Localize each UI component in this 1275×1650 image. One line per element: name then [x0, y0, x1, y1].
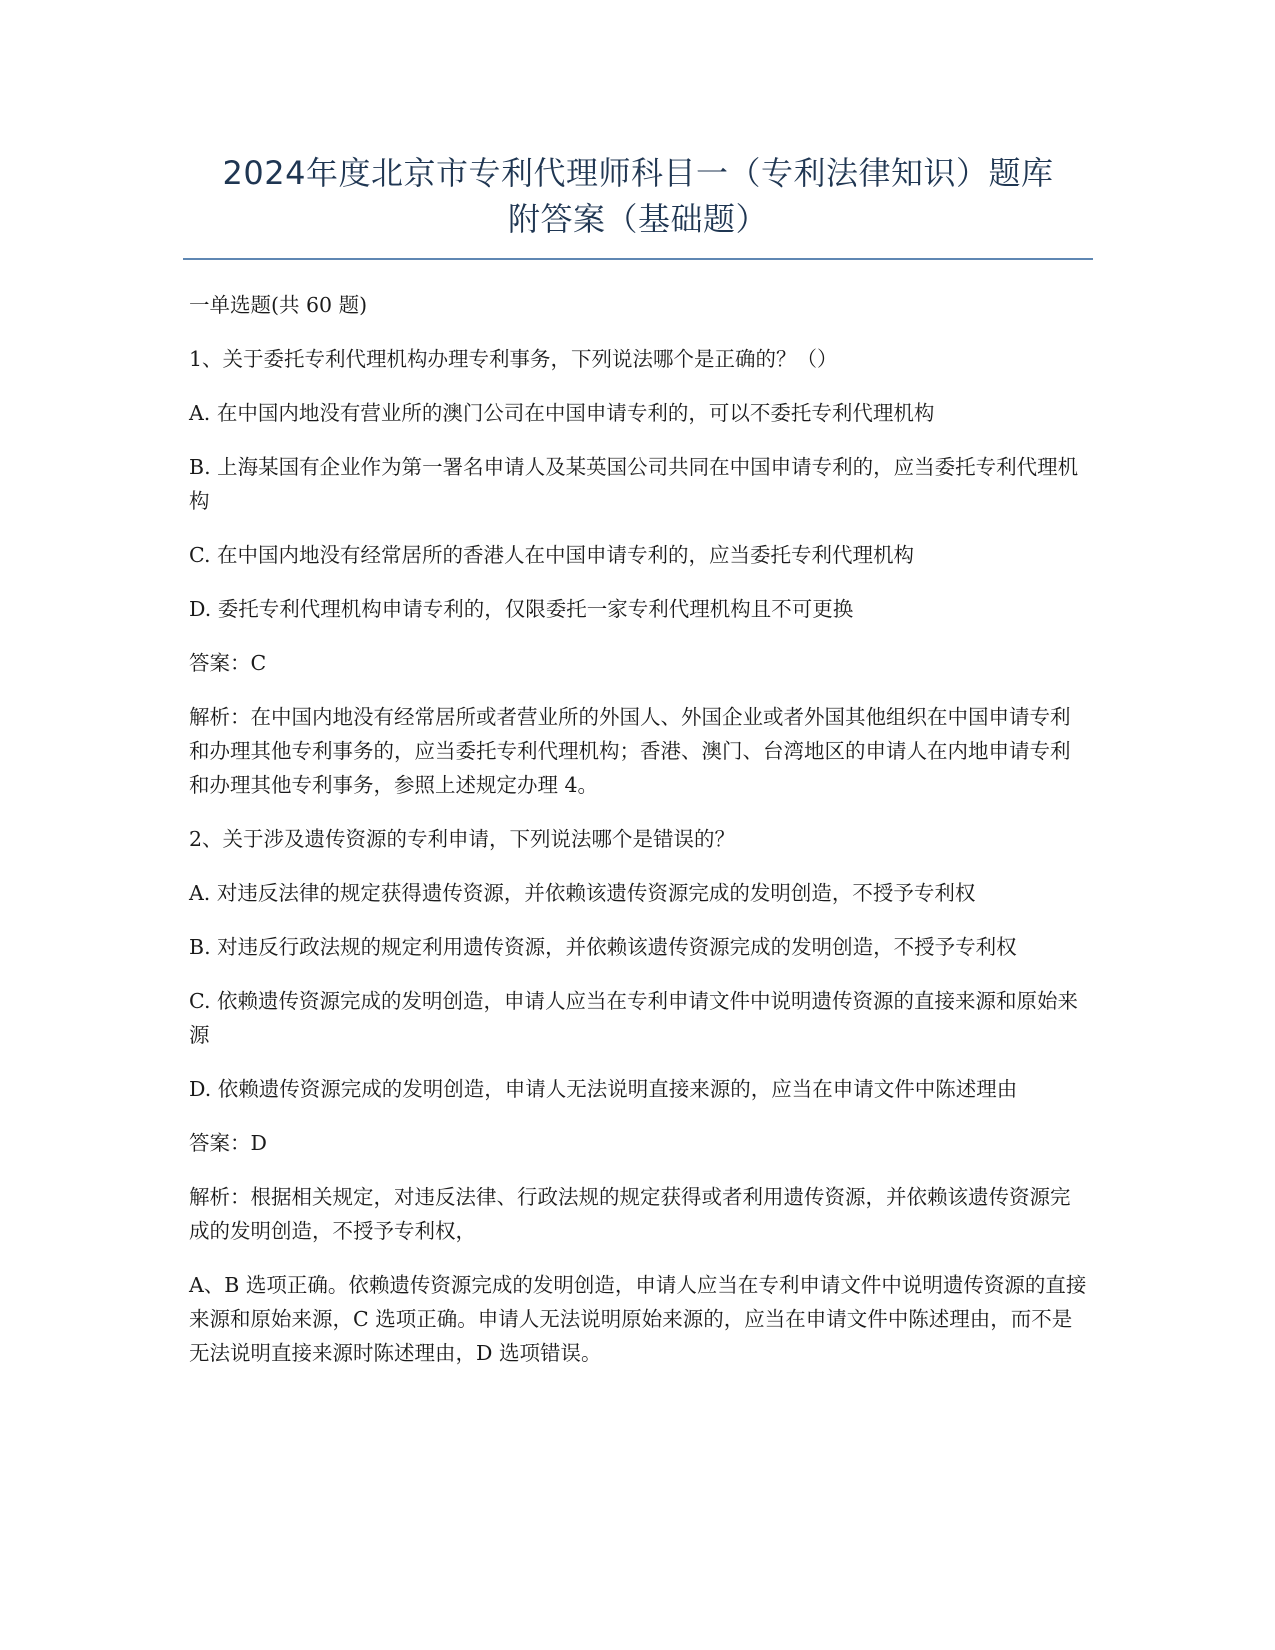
title-underline-divider: [183, 258, 1093, 260]
title-line-2: 附答案（基础题）: [507, 200, 768, 238]
option-d: D. 依赖遗传资源完成的发明创造，申请人无法说明直接来源的，应当在申请文件中陈述理由: [189, 1077, 1018, 1101]
option-a: A. 在中国内地没有营业所的澳门公司在中国申请专利的，可以不委托专利代理机构: [189, 401, 935, 425]
option-b: B. 对违反行政法规的规定利用遗传资源，并依赖该遗传资源完成的发明创造，不授予专利权: [189, 935, 1017, 959]
answer: 答案：D: [189, 1131, 267, 1155]
section-heading: 一单选题(共 60 题): [189, 293, 368, 317]
option-a: A. 对违反法律的规定获得遗传资源，并依赖该遗传资源完成的发明创造，不授予专利权: [189, 881, 976, 905]
option-d: D. 委托专利代理机构申请专利的，仅限委托一家专利代理机构且不可更换: [189, 597, 854, 621]
answer: 答案：C: [189, 651, 267, 675]
analysis-continued: A、B 选项正确。依赖遗传资源完成的发明创造，申请人应当在专利申请文件中说明遗传资源的直接来源和原始来源，C 选项正确。申请人无法说明原始来源的，应当在申请文件中陈述理由，而不是无法说明直接来源时陈述理由，D 选项错误。: [189, 1273, 1087, 1365]
document-body: [189, 288, 1089, 1390]
option-c: C. 依赖遗传资源完成的发明创造，申请人应当在专利申请文件中说明遗传资源的直接来源和原始来源: [189, 989, 1078, 1047]
document-title: [183, 150, 1093, 242]
title-line-1: 2024年度北京市专利代理师科目一（专利法律知识）题库: [222, 154, 1054, 192]
question-stem: 2、关于涉及遗传资源的专利申请，下列说法哪个是错误的？: [189, 827, 736, 851]
analysis: 解析：在中国内地没有经常居所或者营业所的外国人、外国企业或者外国其他组织在中国申请专利和办理其他专利事务的，应当委托专利代理机构；香港、澳门、台湾地区的申请人在内地申请专利和办理其他专利事务，参照上述规定办理 4。: [189, 705, 1071, 797]
question-2: [189, 822, 1089, 1370]
question-1: [189, 342, 1089, 802]
option-b: B. 上海某国有企业作为第一署名申请人及某英国公司共同在中国申请专利的，应当委托专利代理机构: [189, 455, 1079, 513]
option-c: C. 在中国内地没有经常居所的香港人在中国申请专利的，应当委托专利代理机构: [189, 543, 914, 567]
question-stem: 1、关于委托专利代理机构办理专利事务，下列说法哪个是正确的？（）: [189, 347, 838, 371]
analysis: 解析：根据相关规定，对违反法律、行政法规的规定获得或者利用遗传资源，并依赖该遗传资源完成的发明创造，不授予专利权，: [189, 1185, 1071, 1243]
